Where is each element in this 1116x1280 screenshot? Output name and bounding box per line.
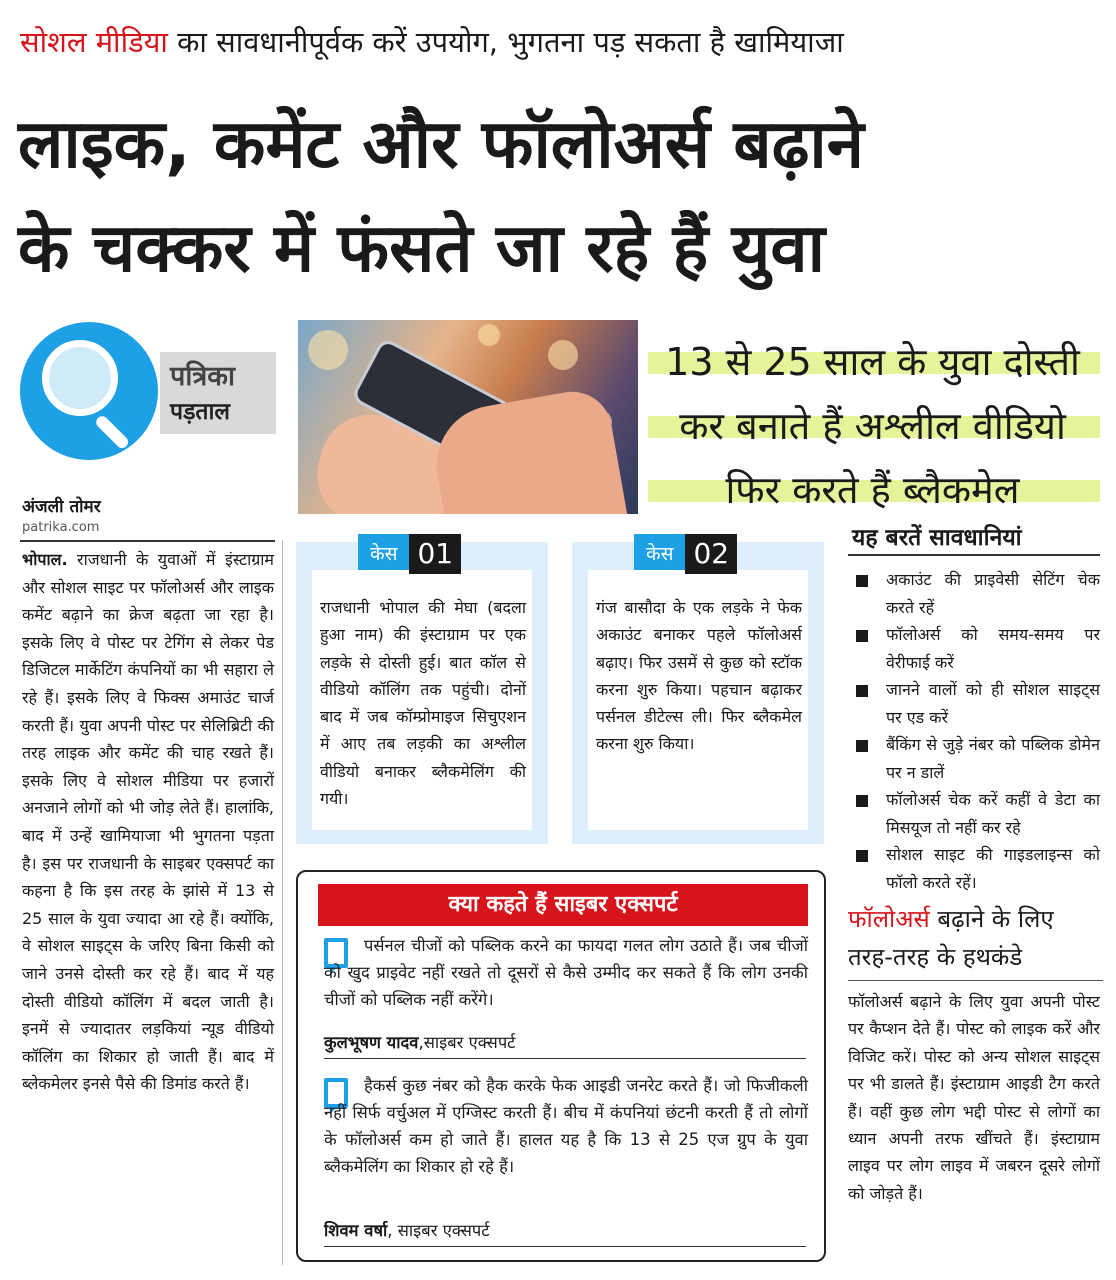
sub-heading-line-1: 13 से 25 साल के युवा दोस्ती — [665, 340, 1080, 384]
kicker-highlight: सोशल मीडिया — [20, 25, 168, 59]
precautions-title: यह बरतें सावधानियां — [852, 525, 1022, 551]
expert-box — [296, 870, 826, 1262]
expert-divider — [324, 1058, 806, 1059]
precaution-text: अकाउंट की प्राइवेसी सेटिंग चेक करते रहें — [886, 570, 1100, 617]
sub-heading-line-3: फिर करते हैं ब्लैकमेल — [725, 468, 1020, 512]
expert-1-credit — [324, 1030, 516, 1053]
case-2-label — [634, 534, 737, 574]
magnifier-icon — [42, 340, 118, 416]
headline — [18, 92, 1108, 300]
patrika-padtal-logo — [20, 322, 276, 462]
precaution-text: सोशल साइट की गाइडलाइन्स को फॉलो करते रहें। — [886, 845, 1100, 892]
logo-text-padtal: पड़ताल — [170, 399, 231, 425]
case-box-2 — [572, 537, 824, 844]
bullet-square-icon — [856, 575, 868, 587]
dateline: भोपाल. — [22, 550, 68, 569]
followers-title — [848, 900, 1103, 976]
bokeh-light — [478, 324, 500, 346]
expert-1-name: कुलभूषण यादव — [324, 1033, 419, 1052]
followers-body: फॉलोअर्स बढ़ाने के लिए युवा अपनी पोस्ट पर कैप्शन देते हैं। पोस्ट को लाइक करें और विजिट करें। पोस्ट को अन्य सोशल साइट्स पर भी डालते हैं। इंस्टाग्राम आइडी टैग करते हैं। वहीं कुछ लोग भद्दी पोस्ट से लोगों का ध्यान अपनी तरफ खींचते हैं। इंस्टाग्राम लाइव पर लोग लाइव में जबरन दूसरे लोगों को जोड़ते हैं। — [848, 992, 1100, 1203]
list-item — [852, 676, 1100, 731]
expert-2-credit — [324, 1218, 490, 1241]
followers-divider — [848, 980, 1103, 981]
case-1-word: केस — [358, 534, 409, 570]
precaution-text: फॉलोअर्स चेक करें कहीं वे डेटा का मिसयूज तो नहीं कर रहे — [886, 790, 1100, 837]
expert-2-name: शिवम वर्षा — [324, 1221, 388, 1240]
case-2-text: गंज बासौदा के एक लड़के ने फेक अकाउंट बनाकर पहले फॉलोअर्स बढ़ाए। फिर उसमें से कुछ को स्टॉक करना शुरु किया। पहचान बढ़ाकर पर्सनल डीटेल्स ली। फिर ब्लैकमेल करना शुरु किया। — [596, 598, 802, 754]
expert-1-role: ,साइबर एक्सपर्ट — [418, 1033, 516, 1052]
case-box-1 — [296, 537, 548, 844]
expert-box-title: क्या कहते हैं साइबर एक्सपर्ट — [318, 884, 808, 926]
list-item — [852, 731, 1100, 786]
column-divider — [282, 540, 283, 1265]
precaution-text: जानने वालों को ही सोशल साइट्स पर एड करें — [886, 680, 1100, 727]
followers-title-highlight: फॉलोअर्स — [848, 905, 930, 933]
precautions-list — [852, 566, 1100, 896]
bokeh-light — [308, 330, 348, 370]
case-1-content — [312, 570, 532, 830]
main-story-body: राजधानी के युवाओं में इंस्टाग्राम और सोशल साइट पर फॉलोअर्स और लाइक कमेंट बढ़ाने का क्रेज बढ़ता जा रहा है। इसके लिए वे पोस्ट पर टेगिंग से लेकर पेड डिजिटल मार्केटिंग कंपनियों का भी सहारा ले रहे हैं। इसके लिए वे फिक्स अमाउंट चार्ज करती हैं। युवा अपनी पोस्ट पर सेलिब्रिटी की तरह लाइक और कमेंट की चाह रखते हैं। इसके लिए वे सोशल मीडिया पर हजारों अनजाने लोगों को भी जोड़ लेते हैं। हालांकि, बाद में उन्हें खामियाजा भी भुगतना पड़ता है। इस पर राजधानी के साइबर एक्सपर्ट का कहना है कि इस तरह के झांसे में 13 से 25 साल के युवा ज्यादा आ रहे हैं। क्योंकि, वे सोशल साइट्स के जरिए बिना किसी को जाने उनसे दोस्ती कर रहे हैं। बाद में यह दोस्ती वीडियो कॉलिंग में बदल जाती है। इनमें से ज्यादातर लड़कियां न्यूड वीडियो कॉलिंग का शिकार हो जाती हैं। बाद में ब्लेकमेलर इनसे पैसे की डिमांड करते हैं। — [22, 550, 274, 1094]
case-2-word: केस — [634, 534, 685, 570]
precautions-divider — [848, 554, 1100, 556]
precaution-text: बैंकिंग से जुड़े नंबर को पब्लिक डोमेन पर न डालें — [886, 735, 1100, 782]
list-item — [852, 786, 1100, 841]
expert-divider — [324, 1246, 806, 1247]
headline-line-1: लाइक, कमेंट और फॉलोअर्स बढ़ाने — [18, 105, 864, 183]
followers-title-rest: बढ़ाने के लिए तरह-तरह के हथकंडे — [848, 905, 1054, 971]
kicker — [20, 22, 1100, 62]
bokeh-light — [548, 340, 578, 370]
case-2-number: 02 — [685, 534, 737, 574]
author-site: patrika.com — [22, 520, 100, 535]
expert-2-role: , साइबर एक्सपर्ट — [387, 1221, 490, 1240]
list-item — [852, 566, 1100, 621]
bullet-square-icon — [856, 630, 868, 642]
precaution-text: फॉलोअर्स को समय-समय पर वेरीफाई करें — [886, 625, 1100, 672]
case-1-label — [358, 534, 461, 574]
bullet-square-icon — [856, 685, 868, 697]
bullet-square-icon — [856, 740, 868, 752]
sub-heading-line-2: कर बनाते हैं अश्लील वीडियो — [679, 404, 1066, 448]
expert-quote-1: पर्सनल चीजों को पब्लिक करने का फायदा गलत लोग उठाते हैं। जब चीजों को खुद प्राइवेट नहीं रखते तो दूसरों से कैसे उम्मीद कर सकते हैं कि लोग उनकी चीजों को पब्लिक नहीं करेंगे। — [324, 936, 808, 1009]
headline-line-2: के चक्कर में फंसते जा रहे हैं युवा — [18, 209, 825, 287]
main-story — [22, 546, 274, 1098]
case-1-number: 01 — [409, 534, 461, 574]
case-2-content — [588, 570, 808, 830]
expert-quote-2: हैकर्स कुछ नंबर को हैक करके फेक आइडी जनरेट करते हैं। जो फिजीकली नहीं सिर्फ वर्चुअल में एग्जिस्ट करती हैं। बीच में कंपनियां छंटनी करती हैं तो लोगों के फॉलोअर्स कम हो जाते हैं। हालत यह है कि 13 से 25 एज ग्रुप के युवा ब्लैकमेलिंग का शिकार हो रहे हैं। — [324, 1076, 808, 1176]
bullet-square-icon — [856, 850, 868, 862]
byline-divider — [20, 540, 275, 542]
sub-heading — [645, 330, 1100, 522]
case-1-text: राजधानी भोपाल की मेघा (बदला हुआ नाम) की इंस्टाग्राम पर एक लड़के से दोस्ती हुई। बात कॉल से वीडियो कॉलिंग तक पहुंची। दोनों बाद में जब कॉम्प्रोमाइज सिचुएशन में आए तब लड़की का अश्लील वीडियो बनाकर ब्लैकमेलिंग की गयी। — [320, 598, 526, 809]
logo-text-patrika: पत्रिका — [170, 361, 235, 392]
author-name: अंजली तोमर — [22, 497, 101, 517]
list-item — [852, 621, 1100, 676]
kicker-text: का सावधानीपूर्वक करें उपयोग, भुगतना पड़ सकता है खामियाजा — [167, 25, 844, 59]
smartphone-photo — [298, 320, 638, 514]
list-item — [852, 841, 1100, 896]
bullet-square-icon — [856, 795, 868, 807]
